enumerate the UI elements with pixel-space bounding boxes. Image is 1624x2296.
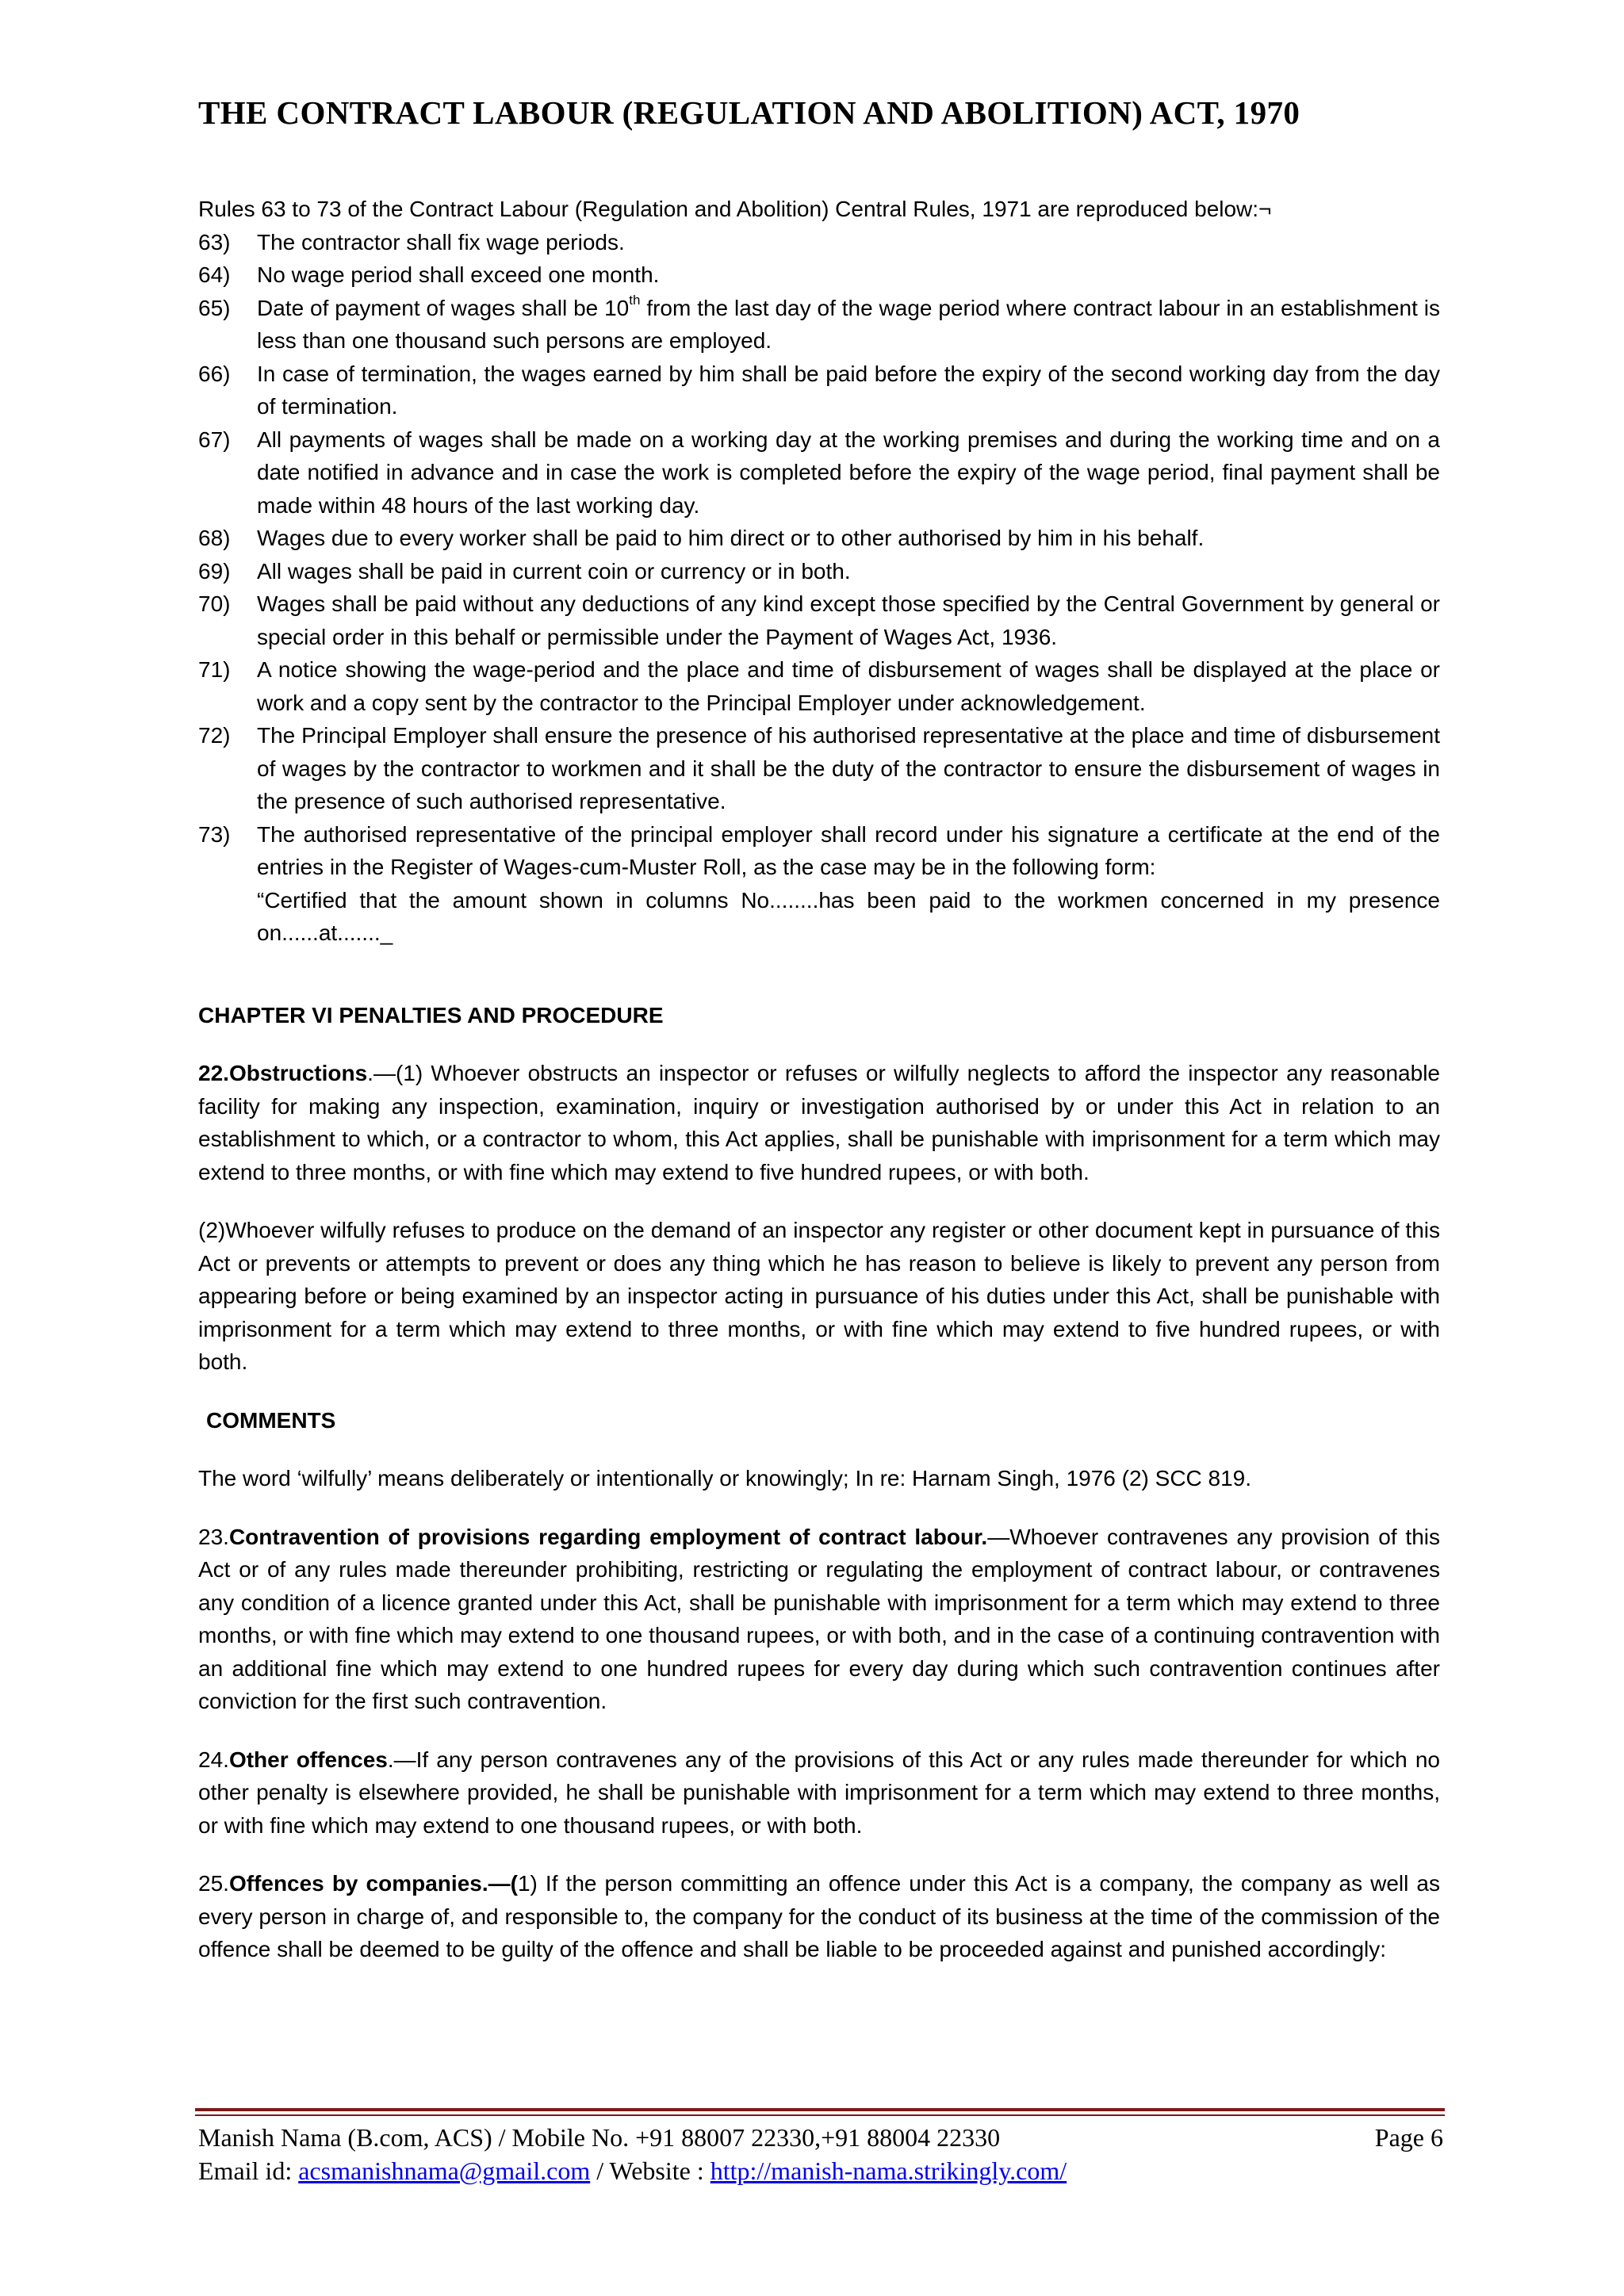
section-23 <box>198 1521 1440 1718</box>
rule-73-certificate-quote: “Certified that the amount shown in columns No........has been paid to the workmen concerned in my presence on......at......._ <box>257 887 1440 945</box>
website-link[interactable]: http://manish-nama.strikingly.com/ <box>710 2156 1067 2185</box>
section-number: 25. <box>198 1871 229 1896</box>
section-22-subsection-2: (2)Whoever wilfully refuses to produce on the demand of an inspector any register or other document kept in pursuance of this Act or prevents or attempts to prevent or does any thing which he has reason to believe is likely to prevent any person from appearing before or being examined by an inspector acting in pursuance of his duties under this Act, shall be punishable with imprisonment for a term which may extend to three months, or with fine which may extend to five hundred rupees, or with both. <box>198 1218 1440 1374</box>
section-text: 1) If the person committing an offence under this Act is a company, the company as well as every person in charge of, and responsible to, the company for the conduct of its business at the time of the commission of the offence shall be deemed to be guilty of the offence and shall be liable to be proceeded against and punished accordingly: <box>198 1871 1441 1961</box>
rules-list <box>198 226 1440 884</box>
section-text: .—If any person contravenes any of the provisions of this Act or any rules made thereunder for which no other penalty is elsewhere provided, he shall be punishable with imprisonment for a term which may extend to three months, or with fine which may extend to one thousand rupees, or with both. <box>198 1747 1440 1838</box>
email-link[interactable]: acsmanishnama@gmail.com <box>298 2156 591 2185</box>
rule-item <box>198 587 1440 653</box>
rule-number: 64) <box>198 262 231 287</box>
rule-number: 65) <box>198 295 231 320</box>
rule-text: The authorised representative of the principal employer shall record under his signature a certificate at the end of the entries in the Register of Wages-cum-Muster Roll, as the case may be in the following form: <box>257 821 1440 879</box>
footer-email-label: Email id: <box>198 2156 299 2185</box>
footer-line-1 <box>198 2121 1443 2154</box>
section-text: .—(1) Whoever obstructs an inspector or refuses or wilfully neglects to afford the inspector any reasonable facility for making any inspection, examination, inquiry or investigation authorised by or under this Act in relation to an establishment to which, or a contractor to whom, this Act applies, shall be punishable with imprisonment for a term which may extend to three months, or with fine which may extend to five hundred rupees, or with both. <box>198 1061 1440 1184</box>
page-number: Page 6 <box>1374 2123 1443 2152</box>
section-title: Offences by companies.—( <box>228 1871 518 1896</box>
rule-text: Date of payment of wages shall be 10 <box>257 295 630 320</box>
section-text: —Whoever contravenes any provision of this Act or of any rules made thereunder prohibiting, restricting or regulating the employment of contract labour, or contravenes any condition of a licence granted under this Act, shall be punishable with imprisonment for a term which may extend to three months, or with fine which may extend to one thousand rupees, or with both, and in the case of a continuing contravention with an additional fine which may extend to one hundred rupees for every day during which such contravention continues after conviction for the first such contravention. <box>198 1524 1440 1713</box>
section-title: Other offences <box>228 1747 388 1772</box>
rule-superscript: th <box>629 293 641 308</box>
rule-number: 70) <box>198 591 231 616</box>
rule-number: 72) <box>198 723 231 748</box>
chapter-heading: CHAPTER VI PENALTIES AND PROCEDURE <box>198 1002 664 1027</box>
rule-text: The contractor shall fix wage periods. <box>257 229 625 254</box>
rule-item <box>198 423 1440 522</box>
rule-item <box>198 358 1440 423</box>
comments-text: The word ‘wilfully’ means deliberately or intentionally or knowingly; In re: Harnam Singh, 1976 (2) SCC 819. <box>198 1466 1252 1490</box>
section-number: 22. <box>198 1061 229 1085</box>
rule-text: The Principal Employer shall ensure the presence of his authorised representative at the place and time of disbursement of wages by the contractor to workmen and it shall be the duty of the contractor to ensure the disbursement of wages in the presence of such authorised representative. <box>257 723 1440 813</box>
rule-text-continued: from the last day of the wage period where contract labour in an establishment is less than one thousand such persons are employed. <box>257 295 1440 353</box>
section-22 <box>198 1057 1440 1188</box>
rule-item <box>198 653 1440 719</box>
rule-number: 68) <box>198 526 231 550</box>
rule-number: 63) <box>198 229 231 254</box>
rule-item <box>198 522 1440 555</box>
rule-text: All wages shall be paid in current coin or currency or in both. <box>257 558 851 584</box>
footer-divider-thin <box>195 2114 1445 2116</box>
section-number: 23. <box>198 1524 229 1549</box>
rule-item <box>198 555 1440 588</box>
section-title: Contravention of provisions regarding employment of contract labour. <box>228 1524 988 1549</box>
rule-number: 73) <box>198 821 231 847</box>
page-footer <box>198 2121 1443 2187</box>
rules-intro: Rules 63 to 73 of the Contract Labour (Regulation and Abolition) Central Rules, 1971 are reproduced below:¬ <box>198 197 1272 221</box>
rule-text: Wages due to every worker shall be paid to him direct or to other authorised by him in his behalf. <box>257 526 1205 550</box>
rule-number: 71) <box>198 657 231 682</box>
rule-item <box>198 226 1440 259</box>
rule-number: 66) <box>198 361 231 386</box>
footer-divider-thick <box>195 2108 1445 2111</box>
footer-line-2 <box>198 2154 1443 2187</box>
rule-text: Wages shall be paid without any deductions of any kind except those specified by the Central Government by general or special order in this behalf or permissible under the Payment of Wages Act, 1936. <box>257 591 1440 649</box>
rule-item <box>198 719 1440 818</box>
page-header-title: THE CONTRACT LABOUR (REGULATION AND ABOLITION) ACT, 1970 <box>198 94 1300 131</box>
rule-number: 67) <box>198 427 231 452</box>
footer-website-label: / Website : <box>590 2156 710 2185</box>
rule-text: No wage period shall exceed one month. <box>257 262 660 287</box>
comments-heading: COMMENTS <box>206 1407 336 1433</box>
rule-text: A notice showing the wage-period and the place and time of disbursement of wages shall be displayed at the place or work and a copy sent by the contractor to the Principal Employer under acknowledgement. <box>257 657 1440 715</box>
page-body <box>198 193 1440 1966</box>
section-25 <box>198 1867 1440 1966</box>
rule-item <box>198 292 1440 358</box>
rule-item <box>198 258 1440 292</box>
rule-text: In case of termination, the wages earned by him shall be paid before the expiry of the second working day from the day of termination. <box>257 361 1440 419</box>
rule-text: All payments of wages shall be made on a working day at the working premises and during the working time and on a date notified in advance and in case the work is completed before the expiry of the wage period, final payment shall be made within 48 hours of the last working day. <box>257 427 1440 518</box>
rule-number: 69) <box>198 558 231 584</box>
section-number: 24. <box>198 1747 229 1772</box>
rule-item <box>198 818 1440 884</box>
section-title: Obstructions <box>228 1061 368 1085</box>
footer-author: Manish Nama (B.com, ACS) / Mobile No. +91 88007 22330,+91 88004 22330 <box>198 2123 1001 2152</box>
section-24 <box>198 1743 1440 1843</box>
